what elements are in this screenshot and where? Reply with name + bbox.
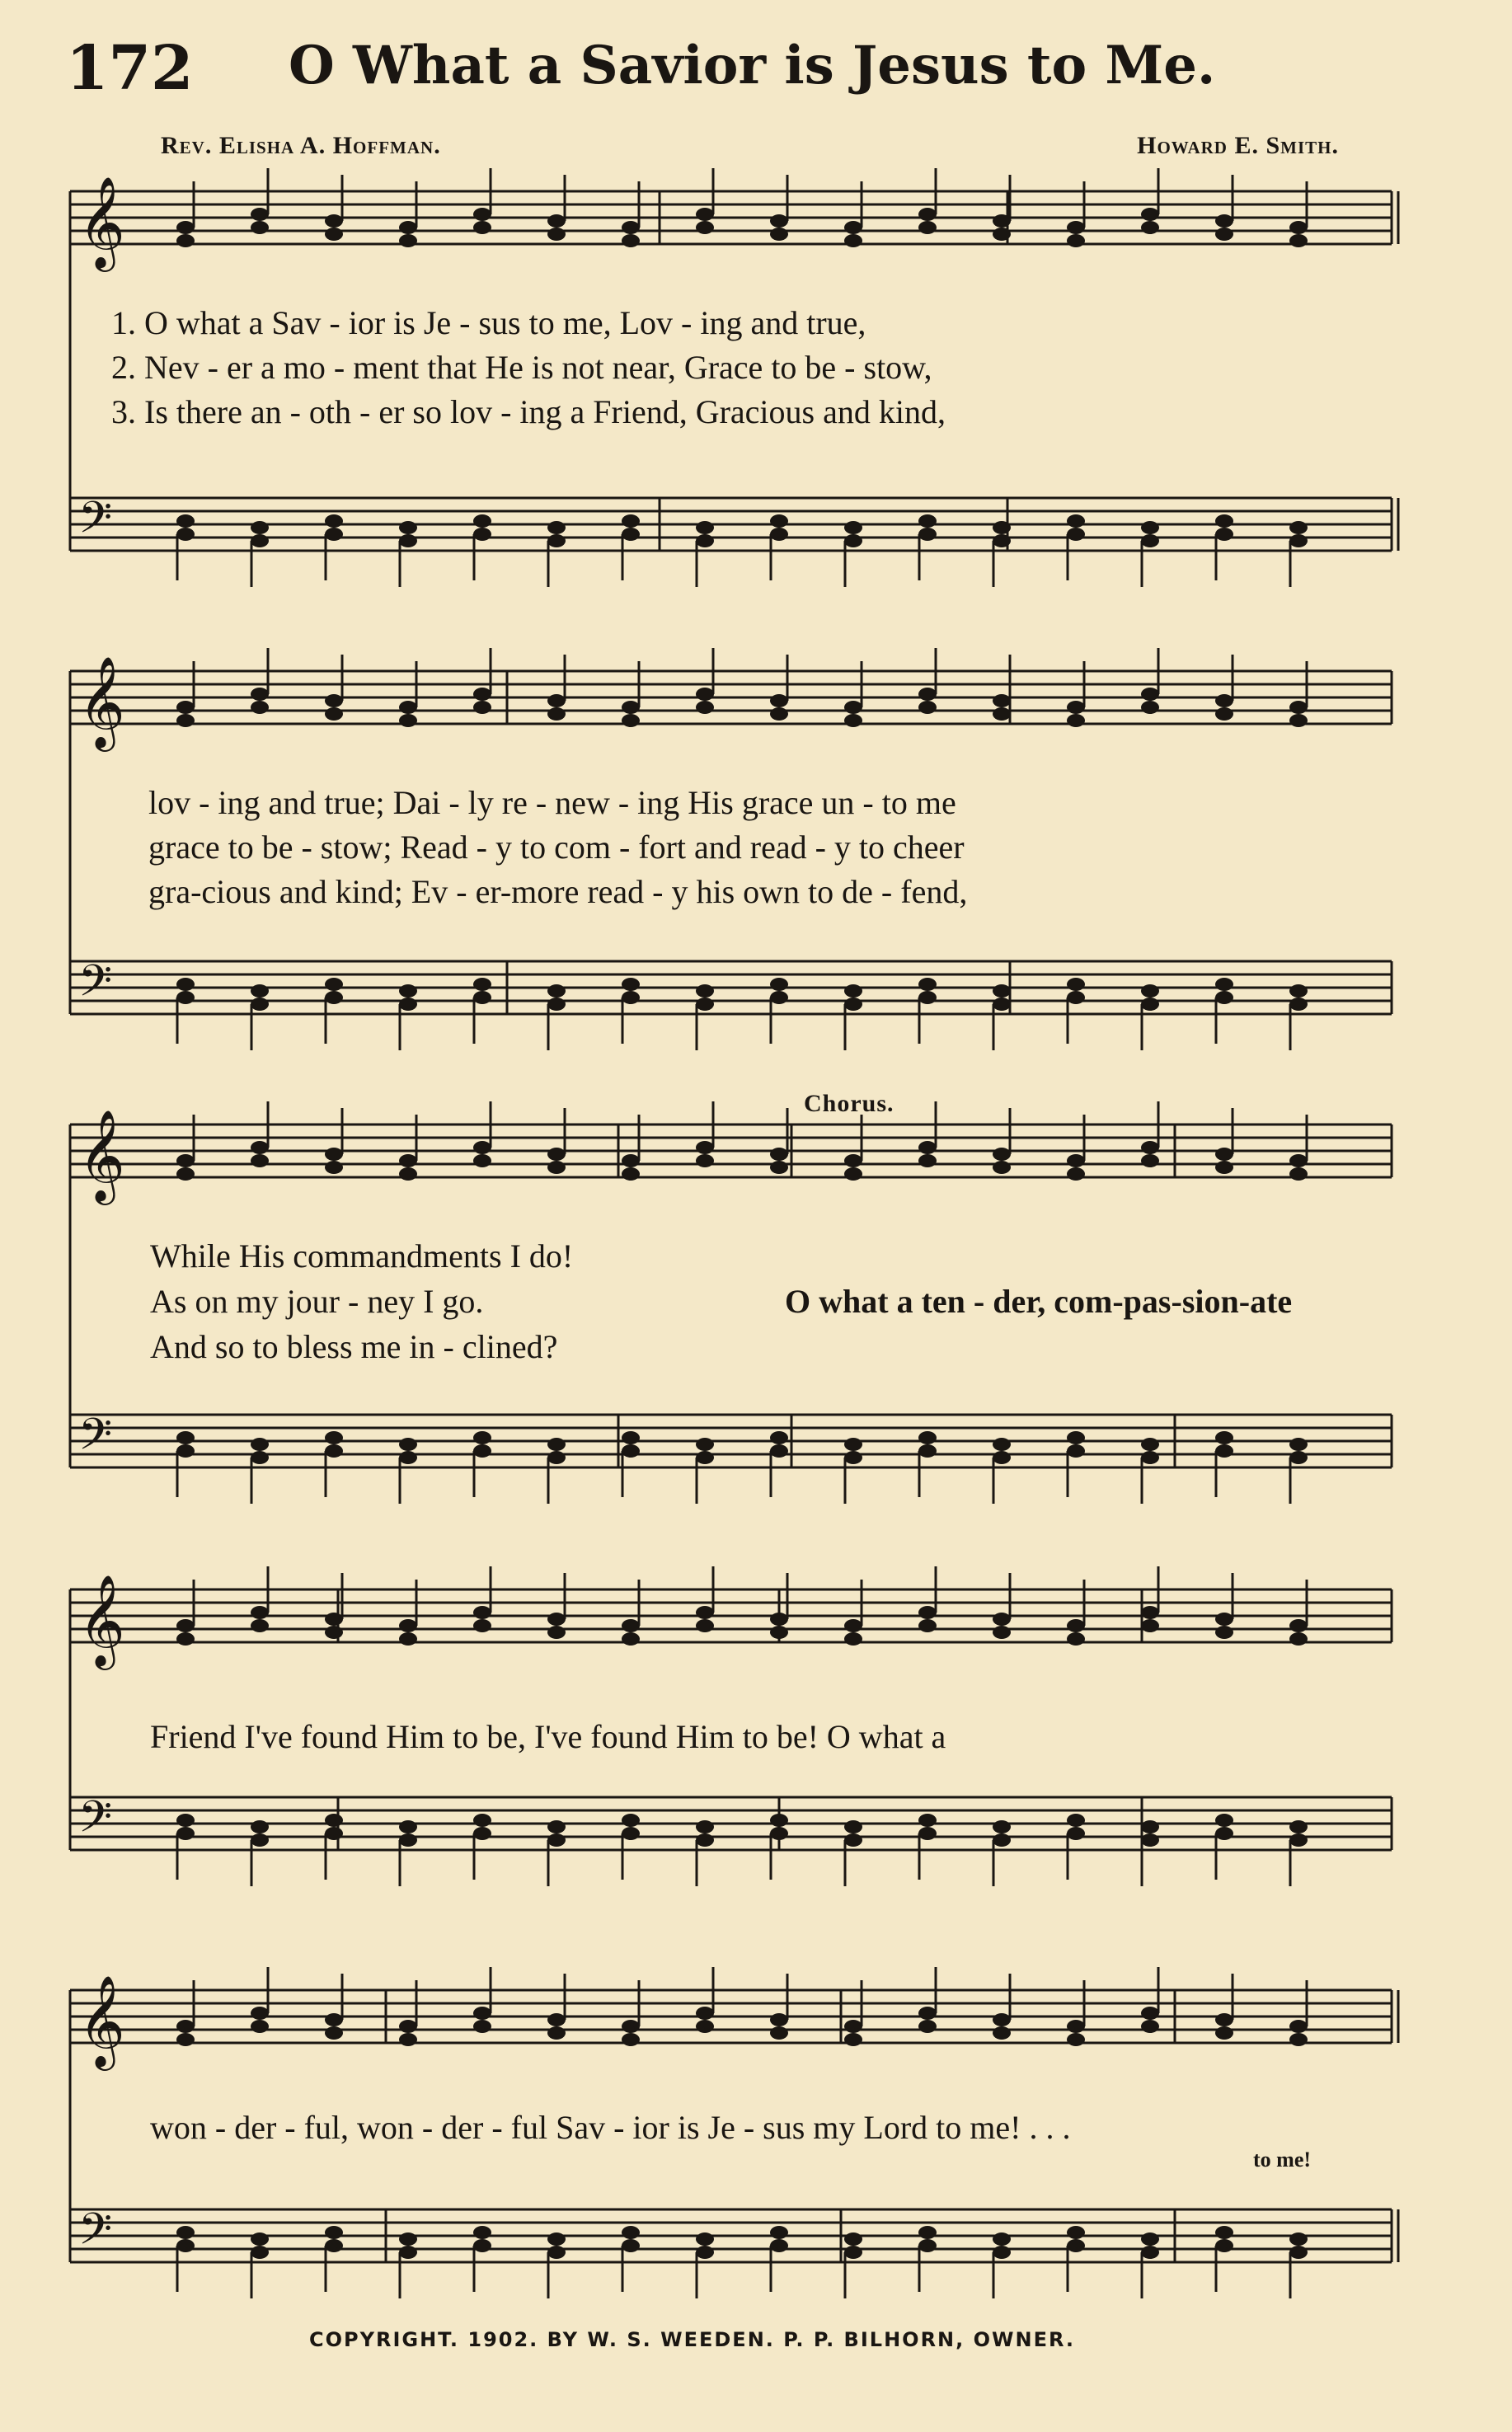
chorus-label: Chorus. bbox=[804, 1090, 895, 1117]
system1-verse1: 1. O what a Sav - ior is Je - sus to me, Lov - ing and true, bbox=[111, 304, 866, 341]
treble-clef-icon: 𝄞 bbox=[78, 1109, 125, 1201]
treble-clef-icon: 𝄞 bbox=[78, 655, 125, 748]
copyright-notice: COPYRIGHT. 1902. BY W. S. WEEDEN. P. P. BILHORN, OWNER. bbox=[309, 2328, 1075, 2351]
hymn-number: 172 bbox=[66, 33, 194, 104]
treble-clef-icon: 𝄞 bbox=[78, 1974, 125, 2067]
bass-clef-icon: 𝄢 bbox=[78, 2204, 113, 2265]
system5-chorus: won - der - ful, won - der - ful Sav - ior is Je - sus my Lord to me! . . . bbox=[150, 2109, 1071, 2146]
system3-verse3: And so to bless me in - clined? bbox=[150, 1328, 558, 1365]
system3-verse2: As on my jour - ney I go. bbox=[150, 1283, 484, 1320]
treble-clef-icon: 𝄞 bbox=[78, 1574, 125, 1666]
system1-verse3: 3. Is there an - oth - er so lov - ing a Friend, Gracious and kind, bbox=[111, 393, 946, 430]
system3-chorus: O what a ten - der, com-pas-sion-ate bbox=[785, 1283, 1293, 1320]
composer-credit: Howard E. Smith. bbox=[1137, 132, 1339, 159]
treble-clef-icon: 𝄞 bbox=[78, 176, 125, 268]
bass-clef-icon: 𝄢 bbox=[78, 1792, 113, 1853]
hymn-title: O What a Savior is Jesus to Me. bbox=[289, 35, 1216, 96]
system2-verse2: grace to be - stow; Read - y to com - fort and read - y to cheer bbox=[148, 829, 965, 866]
system2-verse1: lov - ing and true; Dai - ly re - new - ing His grace un - to me bbox=[148, 784, 956, 821]
system1-verse2: 2. Nev - er a mo - ment that He is not near, Grace to be - stow, bbox=[111, 349, 932, 386]
bass-clef-icon: 𝄢 bbox=[78, 493, 113, 554]
system3-verse1: While His commandments I do! bbox=[150, 1237, 574, 1275]
bass-clef-icon: 𝄢 bbox=[78, 1410, 113, 1471]
lyricist-credit: Rev. Elisha A. Hoffman. bbox=[161, 132, 441, 159]
system4-chorus: Friend I've found Him to be, I've found Him to be! O what a bbox=[150, 1718, 946, 1755]
alt-ending-text: to me! bbox=[1253, 2148, 1312, 2171]
bass-clef-icon: 𝄢 bbox=[78, 956, 113, 1017]
system2-verse3: gra-cious and kind; Ev - er-more read - y his own to de - fend, bbox=[148, 873, 968, 910]
staff-system bbox=[70, 1574, 1392, 1853]
